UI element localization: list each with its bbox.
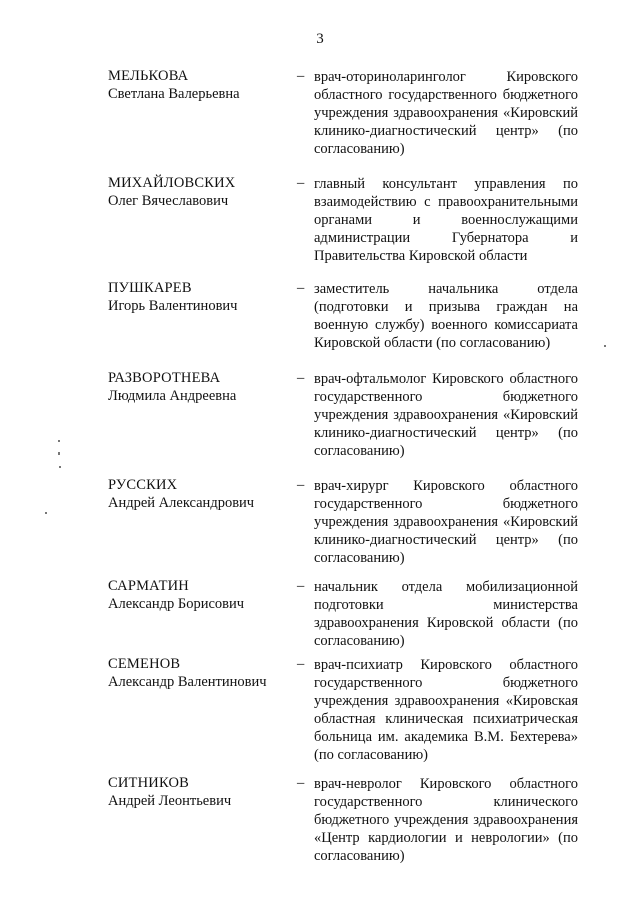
position-description: врач-оториноларинголог Кировского областного государственного бюджетного учреждения здравоохранения «Кировский клинико-диагностический центр» (по согласованию) <box>314 69 578 157</box>
position-description: главный консультант управления по взаимодействию с правоохранительными органами и военнослужащими администрации Губернатора и Правительства Кировской области <box>314 176 578 264</box>
given-name: Андрей Леонтьевич <box>108 793 232 809</box>
surname: САРМАТИН <box>108 578 189 594</box>
position-description: начальник отдела мобилизационной подготовки министерства здравоохранения Кировской области (по согласованию) <box>314 579 578 649</box>
position-description: заместитель начальника отдела (подготовки и призыва граждан на военную службу) военного комиссариата Кировской области (по согласованию) <box>314 281 578 351</box>
position-description: врач-хирург Кировского областного государственного бюджетного учреждения здравоохранения «Кировский клинико-диагностический центр» (по согласованию) <box>314 478 578 566</box>
given-name: Андрей Александрович <box>108 495 255 511</box>
position-description: врач-психиатр Кировского областного государственного бюджетного учреждения здравоохранения «Кировская областная клиническая психиатрическая больница им. академика В.М. Бехтерева» (по согласованию) <box>314 657 578 763</box>
position-description: врач-невролог Кировского областного государственного клинического бюджетного учреждения здравоохранения «Центр кардиологии и неврологии» (по согласованию) <box>314 776 578 864</box>
dash-separator: – <box>297 775 305 791</box>
surname: СЕМЕНОВ <box>108 656 181 672</box>
given-name: Олег Вячеславович <box>108 193 229 209</box>
dash-separator: – <box>297 477 305 493</box>
page-number: 3 <box>316 31 324 47</box>
surname: РУССКИХ <box>108 477 178 493</box>
scan-speck <box>58 452 60 455</box>
given-name: Игорь Валентинович <box>108 298 238 314</box>
surname: РАЗВОРОТНЕВА <box>108 370 221 386</box>
scan-speck <box>59 466 61 468</box>
given-name: Александр Борисович <box>108 596 245 612</box>
scan-speck <box>604 345 606 347</box>
dash-separator: – <box>297 175 305 191</box>
dash-separator: – <box>297 656 305 672</box>
position-description: врач-офтальмолог Кировского областного государственного бюджетного учреждения здравоохранения «Кировский клинико-диагностический центр» (по согласованию) <box>314 371 578 459</box>
surname: ПУШКАРЕВ <box>108 280 192 296</box>
given-name: Светлана Валерьевна <box>108 86 240 102</box>
dash-separator: – <box>297 280 305 296</box>
given-name: Александр Валентинович <box>108 674 267 690</box>
dash-separator: – <box>297 370 305 386</box>
surname: СИТНИКОВ <box>108 775 189 791</box>
surname: МЕЛЬКОВА <box>108 68 189 84</box>
given-name: Людмила Андреевна <box>108 388 237 404</box>
surname: МИХАЙЛОВСКИХ <box>108 175 236 191</box>
dash-separator: – <box>297 578 305 594</box>
scan-speck <box>45 512 47 514</box>
scan-speck <box>58 440 60 442</box>
dash-separator: – <box>297 68 305 84</box>
